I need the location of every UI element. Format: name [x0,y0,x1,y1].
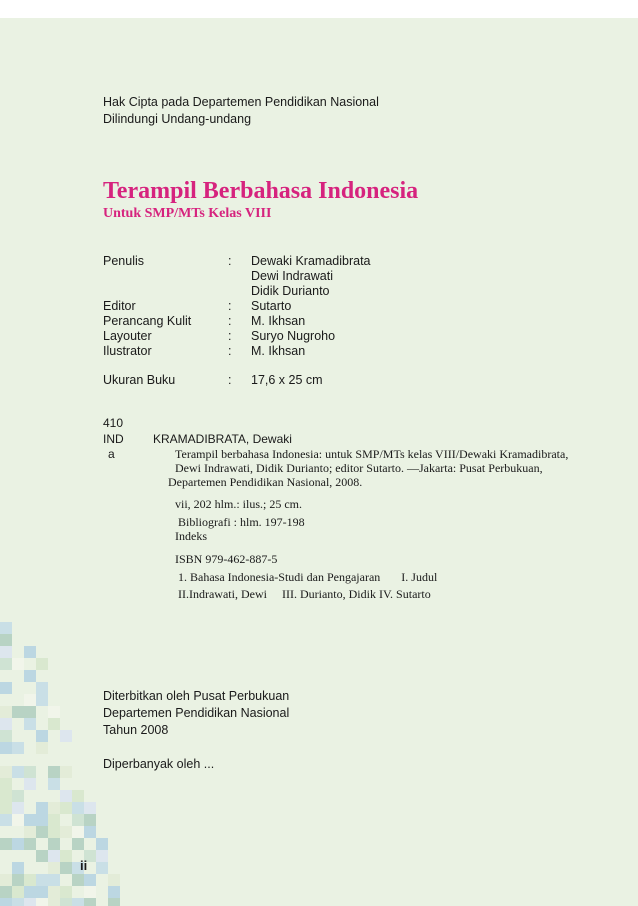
mosaic-tile [36,658,48,670]
class-code: IND [103,432,124,446]
credit-label: Penulis [103,254,144,268]
mosaic-tile [96,850,108,862]
mosaic-tile [36,874,48,886]
credit-label: Layouter [103,329,152,343]
mosaic-tile [48,886,60,898]
mosaic-tile [0,718,12,730]
mosaic-tile [12,766,24,778]
credit-colon: : [228,329,232,343]
mosaic-tile [84,898,96,906]
mosaic-tile [48,826,60,838]
mosaic-tile [0,778,12,790]
catalog-bibliography: Bibliografi : hlm. 197-198 [178,515,305,529]
mosaic-tile [0,742,12,754]
mosaic-tile [72,814,84,826]
mosaic-tile [48,838,60,850]
mosaic-tile [48,778,60,790]
class-letter: a [108,447,115,461]
protection-line: Dilindungi Undang-undang [103,112,252,126]
credit-label: Perancang Kulit [103,314,192,328]
mosaic-tile [12,886,24,898]
mosaic-tile [0,634,12,646]
mosaic-tile [0,682,12,694]
mosaic-tile [60,850,72,862]
book-subtitle: Untuk SMP/MTs Kelas VIII [103,206,272,221]
mosaic-tile [96,838,108,850]
mosaic-tile [0,730,12,742]
mosaic-tile [12,790,24,802]
mosaic-tile [36,802,48,814]
mosaic-tile [12,874,24,886]
mosaic-tile [0,874,12,886]
mosaic-tile [0,646,12,658]
copyright-line: Hak Cipta pada Departemen Pendidikan Nasional [103,95,379,109]
top-margin-strip [0,0,638,18]
page-number: ii [80,858,88,873]
mosaic-tile [24,886,36,898]
mosaic-tile [12,706,24,718]
mosaic-tile [36,814,48,826]
mosaic-tile [48,862,60,874]
mosaic-tile [0,838,12,850]
credit-label: Editor [103,299,136,313]
mosaic-tile [36,682,48,694]
mosaic-tile [60,862,72,874]
mosaic-tile [24,826,36,838]
copyright-notice [103,94,379,128]
credit-value: M. Ikhsan [251,344,306,358]
copied-by: Diperbanyak oleh ... [103,757,215,771]
mosaic-tile [60,802,72,814]
publication-year: Tahun 2008 [103,723,169,737]
catalog-subjects-1: 1. Bahasa Indonesia-Studi dan Pengajaran I. Judul [178,570,438,584]
mosaic-tile [48,898,60,906]
credit-value: Dewaki Kramadibrata [251,254,371,268]
credit-value: 17,6 x 25 cm [251,373,323,387]
mosaic-tile [60,898,72,906]
mosaic-tile [24,694,36,706]
mosaic-tile [60,826,72,838]
mosaic-tile [48,802,60,814]
mosaic-tile [24,778,36,790]
mosaic-tile [72,838,84,850]
mosaic-tile [72,898,84,906]
catalog-description-2: Dewi Indrawati, Didik Durianto; editor Sutarto. —Jakarta: Pusat Perbukuan, [175,461,543,475]
mosaic-tile [48,850,60,862]
publisher-department: Departemen Pendidikan Nasional [103,706,290,720]
catalog-description-1: Terampil berbahasa Indonesia: untuk SMP/MTs kelas VIII/Dewaki Kramadibrata, [175,447,569,461]
mosaic-tile [24,706,36,718]
mosaic-tile [12,742,24,754]
mosaic-tile [0,790,12,802]
mosaic-tile [36,694,48,706]
publisher-line: Diterbitkan oleh Pusat Perbukuan [103,689,290,703]
mosaic-tile [12,838,24,850]
mosaic-tile [12,898,24,906]
mosaic-tile [24,646,36,658]
decorative-mosaic [0,610,120,906]
mosaic-tile [60,790,72,802]
mosaic-tile [12,814,24,826]
mosaic-tile [60,886,72,898]
credit-colon: : [228,314,232,328]
mosaic-tile [108,898,120,906]
mosaic-tile [12,658,24,670]
credit-label: Ukuran Buku [103,373,176,387]
book-title: Terampil Berbahasa Indonesia [103,178,419,204]
mosaic-tile [84,814,96,826]
mosaic-tile [24,718,36,730]
credit-value: Dewi Indrawati [251,269,333,283]
mosaic-tile [84,874,96,886]
catalog-author: KRAMADIBRATA, Dewaki [153,432,292,446]
credit-label: Ilustrator [103,344,152,358]
mosaic-tile [60,730,72,742]
mosaic-tile [0,814,12,826]
credit-value: Sutarto [251,299,292,313]
class-number: 410 [103,416,124,430]
mosaic-tile [48,874,60,886]
credit-colon: : [228,254,232,268]
mosaic-tile [12,802,24,814]
credit-colon: : [228,299,232,313]
mosaic-tile [24,898,36,906]
mosaic-tile [24,670,36,682]
mosaic-tile [108,874,120,886]
mosaic-tile [36,898,48,906]
mosaic-tile [48,718,60,730]
mosaic-tile [72,802,84,814]
mosaic-tile [24,814,36,826]
mosaic-tile [36,742,48,754]
mosaic-tile [84,802,96,814]
publisher-info [103,688,289,773]
credit-colon: : [228,344,232,358]
mosaic-tile [108,886,120,898]
mosaic-tile [36,850,48,862]
catalog-subjects-2: II.Indrawati, Dewi III. Durianto, Didik IV. Sutarto [178,587,431,601]
mosaic-tile [12,862,24,874]
credit-value: Suryo Nugroho [251,329,336,343]
mosaic-tile [0,658,12,670]
mosaic-tile [36,886,48,898]
mosaic-tile [0,706,12,718]
mosaic-tile [72,874,84,886]
mosaic-tile [48,706,60,718]
mosaic-tile [0,886,12,898]
credit-value: M. Ikhsan [251,314,306,328]
mosaic-tile [36,730,48,742]
mosaic-tile [24,874,36,886]
mosaic-tile [0,766,12,778]
mosaic-tile [48,814,60,826]
credit-value: Didik Durianto [251,284,330,298]
mosaic-tile [36,826,48,838]
mosaic-tile [84,886,96,898]
mosaic-tile [60,766,72,778]
mosaic-tile [84,826,96,838]
mosaic-tile [0,802,12,814]
mosaic-tile [72,826,84,838]
credit-colon: : [228,373,232,387]
mosaic-tile [72,790,84,802]
catalog-description-3: Departemen Pendidikan Nasional, 2008. [168,475,363,489]
catalog-pages: vii, 202 hlm.: ilus.; 25 cm. [175,497,303,511]
catalog-isbn: ISBN 979-462-887-5 [175,552,278,566]
mosaic-tile [48,766,60,778]
mosaic-tile [0,898,12,906]
mosaic-tile [24,838,36,850]
mosaic-tile [24,766,36,778]
mosaic-tile [96,862,108,874]
mosaic-tile [0,622,12,634]
catalog-index: Indeks [175,529,207,543]
